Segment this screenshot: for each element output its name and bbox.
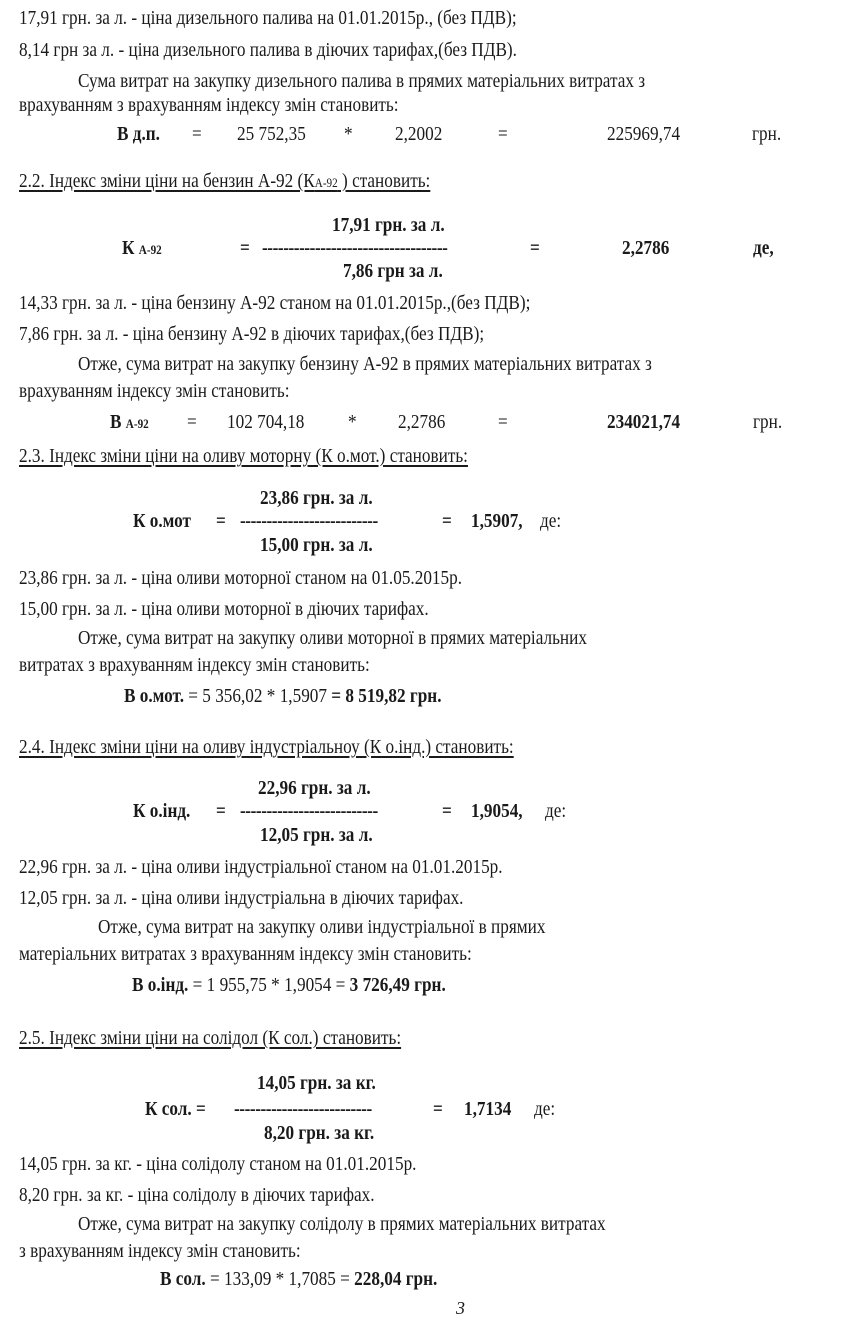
page-number: 3 xyxy=(456,1298,465,1318)
calc-equals: = xyxy=(192,123,202,145)
section-2-2-price-line-1: 14,33 грн. за л. - ціна бензину А-92 станом на 01.01.2015р.,(без ПДВ); xyxy=(19,292,531,314)
calc-base-value: 102 704,18 xyxy=(227,411,305,433)
section-2-3-cost-calculation xyxy=(124,684,442,708)
section-2-4-price-line-2: 12,05 грн. за л. - ціна оливи індустріальна в діючих тарифах. xyxy=(19,887,464,909)
formula-divider: -------------------------- xyxy=(240,510,378,532)
section-2-4-paragraph-line-1: Отже, сума витрат на закупку оливи індустріальної в прямих xyxy=(98,916,546,938)
section-2-5-price-line-1: 14,05 грн. за кг. - ціна солідолу станом на 01.01.2015р. xyxy=(19,1153,417,1175)
section-2-4-paragraph-line-2: матеріальних витратах з врахуванням індексу змін становить: xyxy=(19,943,472,965)
section-2-4-heading: 2.4. Індекс зміни ціни на оливу індустріальноу (К о.інд.) становить: xyxy=(19,736,514,758)
diesel-paragraph-line-2: врахуванням з врахуванням індексу змін становить: xyxy=(19,94,399,116)
section-2-5-cost-calculation xyxy=(160,1267,437,1291)
section-2-2-price-line-2: 7,86 грн. за л. - ціна бензину А-92 в діючих тарифах,(без ПДВ); xyxy=(19,323,485,345)
section-2-2-paragraph-line-1: Отже, сума витрат на закупку бензину А-92 в прямих матеріальних витратах з xyxy=(78,353,652,375)
calc-equals-2: = xyxy=(498,123,508,145)
formula-denominator: 15,00 грн. за л. xyxy=(260,534,373,556)
formula-denominator: 12,05 грн. за л. xyxy=(260,824,373,846)
formula-tail: де, xyxy=(753,237,774,259)
section-2-5-price-line-2: 8,20 грн. за кг. - ціна солідолу в діючих тарифах. xyxy=(19,1184,375,1206)
formula-tail: де: xyxy=(540,510,562,532)
section-2-3-heading: 2.3. Індекс зміни ціни на оливу моторну (К о.мот.) становить: xyxy=(19,445,468,467)
calc-equals: = xyxy=(187,411,197,433)
formula-divider: -------------------------- xyxy=(240,800,378,822)
calc-index: 2,2786 xyxy=(398,411,446,433)
section-2-2-paragraph-line-2: врахуванням індексу змін становить: xyxy=(19,380,290,402)
formula-divider: -------------------------- xyxy=(234,1098,372,1120)
formula-equals-2: = xyxy=(530,237,540,259)
diesel-paragraph-line-1: Сума витрат на закупку дизельного палива в прямих матеріальних витратах з xyxy=(78,70,646,92)
formula-label: К А-92 xyxy=(122,237,162,259)
formula-numerator: 17,91 грн. за л. xyxy=(332,214,445,236)
calc-multiply: * xyxy=(344,123,353,145)
section-2-4-cost-calculation xyxy=(132,973,446,997)
formula-result: 2,2786 xyxy=(622,237,670,259)
formula-numerator: 14,05 грн. за кг. xyxy=(257,1072,376,1094)
formula-result: 1,9054, xyxy=(471,800,523,822)
formula-label: К сол. = xyxy=(145,1098,206,1120)
formula-equals-2: = xyxy=(442,510,452,532)
calc-label: В д.п. xyxy=(117,123,160,145)
formula-divider: ----------------------------------- xyxy=(262,237,448,259)
diesel-price-line-1: 17,91 грн. за л. - ціна дизельного палива на 01.01.2015р., (без ПДВ); xyxy=(19,7,517,29)
formula-label: К о.інд. xyxy=(133,800,191,822)
calc-expression: = 5 356,02 * 1,5907 xyxy=(183,685,332,707)
calc-unit: грн. xyxy=(752,123,782,145)
section-2-4-price-line-1: 22,96 грн. за л. - ціна оливи індустріальної станом на 01.01.2015р. xyxy=(19,856,503,878)
formula-numerator: 23,86 грн. за л. xyxy=(260,487,373,509)
formula-result: 1,5907, xyxy=(471,510,523,532)
calc-base-value: 25 752,35 xyxy=(237,123,306,145)
section-2-3-paragraph-line-2: витратах з врахуванням індексу змін становить: xyxy=(19,654,370,676)
section-2-5-paragraph-line-2: з врахуванням індексу змін становить: xyxy=(19,1240,301,1262)
calc-result: 3 726,49 грн. xyxy=(349,974,446,996)
calc-label: В о.інд. xyxy=(132,974,189,996)
formula-equals-2: = xyxy=(433,1098,443,1120)
formula-equals: = xyxy=(216,800,226,822)
formula-numerator: 22,96 грн. за л. xyxy=(258,777,371,799)
calc-unit: грн. xyxy=(753,411,783,433)
calc-multiply: * xyxy=(348,411,357,433)
diesel-price-line-2: 8,14 грн за л. - ціна дизельного палива в діючих тарифах,(без ПДВ). xyxy=(19,39,517,61)
calc-result: 8 519,82 грн. xyxy=(341,685,442,707)
formula-equals: = xyxy=(240,237,250,259)
calc-label: В А-92 xyxy=(110,411,149,433)
formula-result: 1,7134 xyxy=(464,1098,512,1120)
section-2-5-heading: 2.5. Індекс зміни ціни на солідол (К сол.) становить: xyxy=(19,1027,402,1049)
calc-label: В сол. xyxy=(160,1268,206,1290)
calc-label: В о.мот. xyxy=(124,685,184,707)
calc-expression: = 1 955,75 * 1,9054 = xyxy=(188,974,350,996)
calc-index: 2,2002 xyxy=(395,123,443,145)
section-2-3-price-line-1: 23,86 грн. за л. - ціна оливи моторної станом на 01.05.2015р. xyxy=(19,567,463,589)
formula-equals: = xyxy=(216,510,226,532)
formula-tail: де: xyxy=(545,800,567,822)
formula-equals-2: = xyxy=(442,800,452,822)
calc-result: 225969,74 xyxy=(607,123,681,145)
section-2-2-heading: 2.2. Індекс зміни ціни на бензин А-92 (КА-92 ) становить: xyxy=(19,170,431,192)
section-2-3-paragraph-line-1: Отже, сума витрат на закупку оливи моторної в прямих матеріальних xyxy=(78,627,587,649)
formula-label: К о.мот xyxy=(133,510,191,532)
section-2-5-paragraph-line-1: Отже, сума витрат на закупку солідолу в прямих матеріальних витратах xyxy=(78,1213,606,1235)
calc-expression: = 133,09 * 1,7085 = xyxy=(205,1268,355,1290)
formula-denominator: 8,20 грн. за кг. xyxy=(264,1122,375,1144)
calc-equals-2: = xyxy=(498,411,508,433)
calc-result: 228,04 грн. xyxy=(354,1268,438,1290)
formula-tail: де: xyxy=(534,1098,556,1120)
calc-equals: = xyxy=(331,685,342,707)
calc-result: 234021,74 xyxy=(607,411,681,433)
formula-denominator: 7,86 грн за л. xyxy=(343,260,443,282)
section-2-3-price-line-2: 15,00 грн. за л. - ціна оливи моторної в діючих тарифах. xyxy=(19,598,429,620)
